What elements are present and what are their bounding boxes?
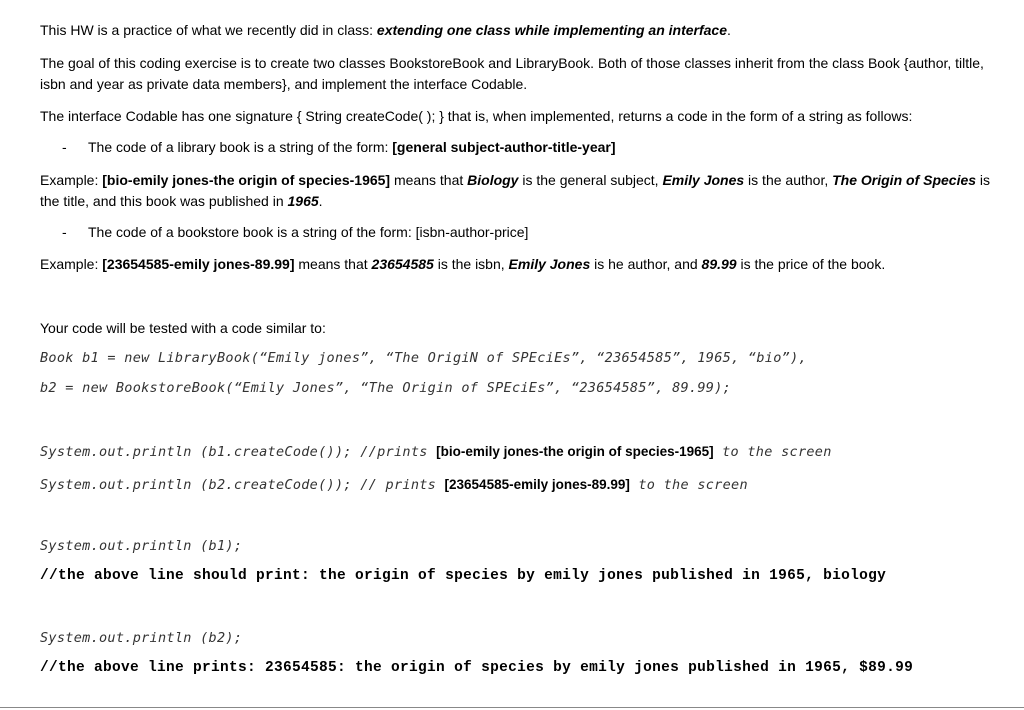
goal-paragraph: The goal of this coding exercise is to create two classes BookstoreBook and LibraryBook. Both of those classes inherit from the class Book {author, tiltle, isbn and year as private data members}, and implement the interface Codable. (40, 55, 984, 92)
tested-intro: Your code will be tested with a code similar to: (40, 320, 326, 336)
library-code-bullet: - The code of a library book is a string of the form: [general subject-author-title-year] (62, 139, 616, 155)
code-line-print-b1-code: System.out.println (b1.createCode()); //prints [bio-emily jones-the origin of species-1965] to the screen (40, 444, 832, 460)
code-line-b2: b2 = new BookstoreBook(“Emily Jones”, “The Origin of SPEciEs”, “23654585”, 89.99); (40, 380, 732, 396)
interface-paragraph: The interface Codable has one signature { String createCode( ); } that is, when implemented, returns a code in the form of a string as follows: (40, 108, 913, 124)
bookstore-code-bullet: - The code of a bookstore book is a string of the form: [isbn-author-price] (62, 224, 529, 240)
intro-emphasis: extending one class while implementing an interface (376, 22, 727, 38)
intro-paragraph: This HW is a practice of what we recently did in class: extending one class while implementing an interface. (40, 22, 731, 38)
bookstore-example-paragraph: Example: [23654585-emily jones-89.99] means that 23654585 is the isbn, Emily Jones is he author, and 89.99 is the price of the book. (40, 256, 886, 272)
code-line-print-b2: System.out.println (b2); (40, 630, 243, 646)
comment-b2-output: //the above line prints: 23654585: the origin of species by emily jones published in 1965, $89.99 (40, 660, 914, 676)
code-line-print-b2-code: System.out.println (b2.createCode()); // prints [23654585-emily jones-89.99] to the screen (40, 477, 748, 493)
code-line-print-b1: System.out.println (b1); (40, 538, 243, 554)
comment-b1-output: //the above line should print: the origin of species by emily jones published in 1965, biology (40, 568, 887, 584)
code-line-b1: Book b1 = new LibraryBook(“Emily jones”, “The OrigiN of SPEciEs”, “23654585”, 1965, “bio”), (40, 350, 807, 366)
library-example-paragraph: Example: [bio-emily jones-the origin of species-1965] means that Biology is the general subject, Emily Jones is the author, The Origin of Species is the title, and this book was published in 1965. (40, 172, 991, 209)
library-code-form: [general subject-author-title-year] (392, 139, 616, 155)
bottom-divider (0, 707, 1024, 708)
